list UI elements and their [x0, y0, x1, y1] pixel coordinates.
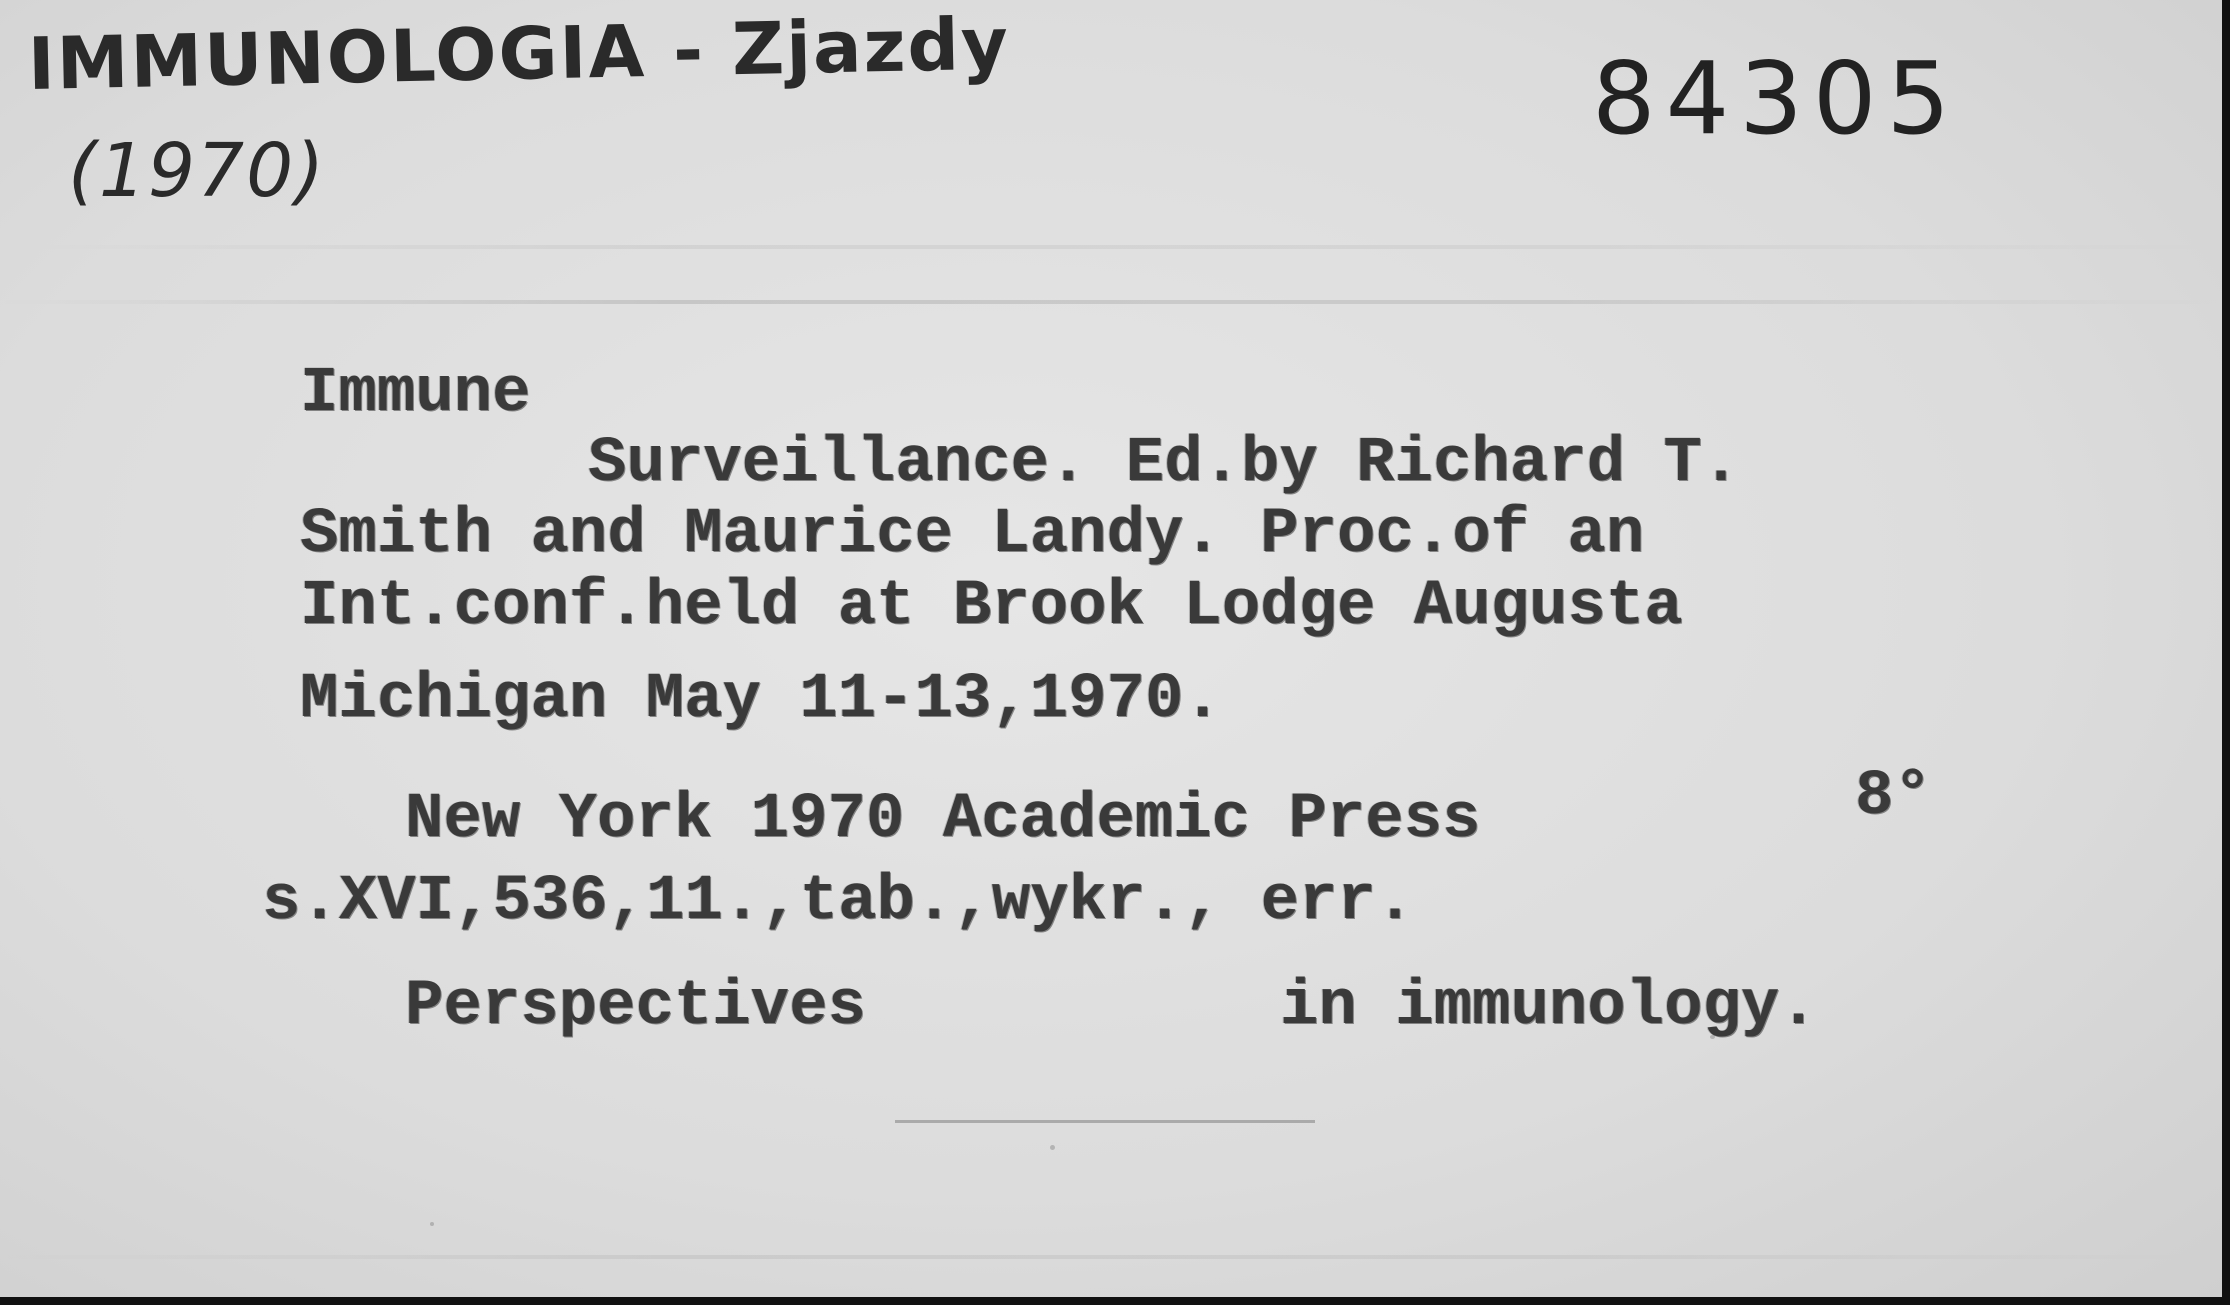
- title-line: Int.conf.held at Brook Lodge Augusta: [300, 571, 1683, 643]
- series-title: in immunology.: [1280, 971, 1818, 1043]
- scan-streak: [0, 245, 2222, 249]
- format-note: 8°: [1855, 761, 1932, 833]
- imprint-line: New York 1970 Academic Press: [405, 784, 1481, 856]
- title-line: Immune: [300, 358, 531, 430]
- scan-streak: [0, 300, 2222, 304]
- title-line: Smith and Maurice Landy. Proc.of an: [300, 499, 1645, 571]
- series-title: Perspectives: [405, 971, 866, 1043]
- call-number: 84305: [1592, 40, 1961, 157]
- scan-streak: [0, 1255, 2222, 1259]
- collation-line: s.XVI,536,11.,tab.,wykr., err.: [262, 866, 1415, 938]
- dust-speck: [1050, 1145, 1055, 1150]
- subject-heading: IMMUNOLOGIA - Zjazdy: [27, 1, 1011, 106]
- divider-line: [895, 1120, 1315, 1123]
- title-line: Michigan May 11-13,1970.: [300, 664, 1222, 736]
- subject-year: (1970): [68, 128, 327, 214]
- title-line: Surveillance. Ed.by Richard T.: [588, 428, 1741, 500]
- dust-speck: [430, 1222, 434, 1226]
